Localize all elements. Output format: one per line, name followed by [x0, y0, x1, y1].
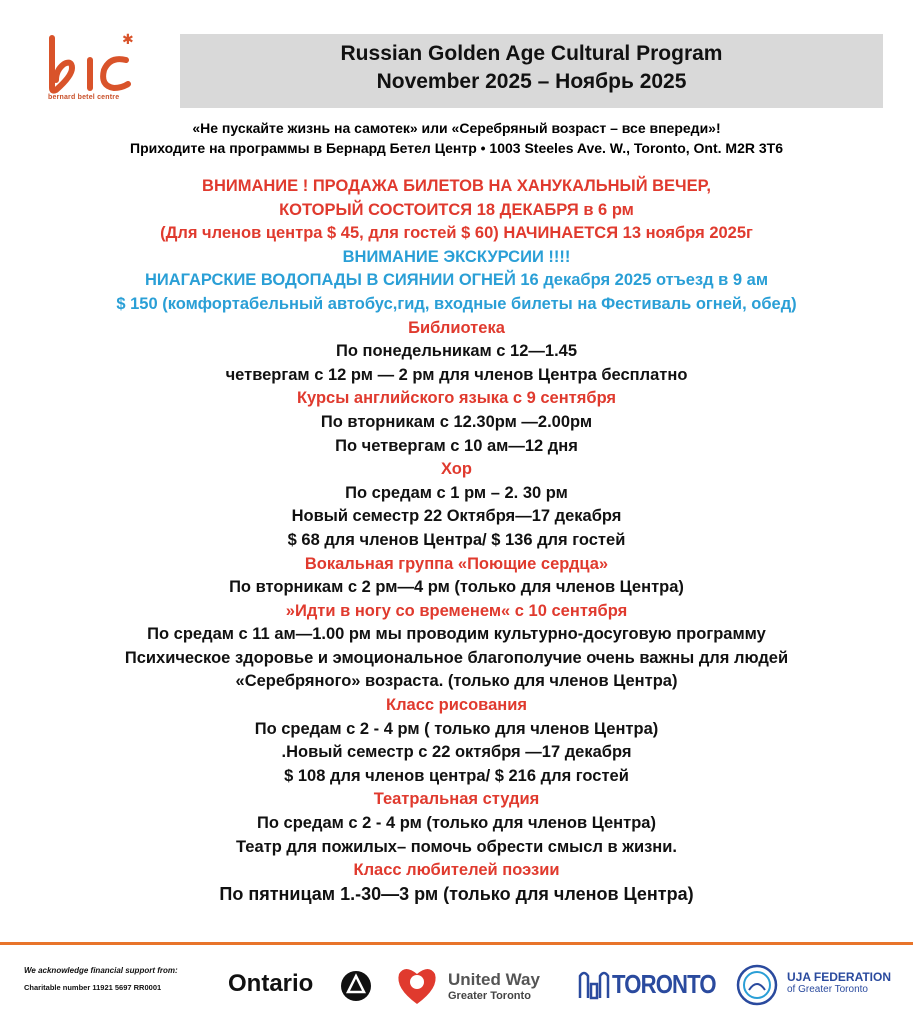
schedule-line: По четвергам с 10 ам—12 дня [335, 436, 578, 455]
tagline-address: Приходите на программы в Бернард Бетел Центр • 1003 Steeles Ave. W., Toronto, Ont. M2R 3T6 [130, 140, 783, 156]
schedule-line: .Новый семестр с 22 октября —17 декабря [281, 743, 632, 762]
schedule-line: По средам с 11 ам—1.00 рм мы проводим культурно-досуговую программу [147, 625, 766, 644]
schedule-line: По вторникам с 2 рм—4 рм (только для членов Центра) [229, 578, 684, 597]
section-heading: Библиотека [408, 318, 505, 337]
section-heading: Класс рисования [386, 696, 527, 715]
uja-region: of Greater Toronto [787, 984, 868, 995]
schedule-line: По пятницам 1.-30—3 рм (только для членов Центра) [219, 883, 694, 904]
uja-name: UJA FEDERATION [787, 970, 892, 984]
united-way-region: Greater Toronto [448, 990, 531, 1002]
ontario-logo-text: Ontario [228, 970, 314, 997]
section-heading: Театральная студия [373, 790, 540, 809]
united-way-icon [393, 962, 441, 1006]
schedule-line: По понедельникам с 12—1.45 [335, 342, 578, 361]
section-heading: КОТОРЫЙ СОСТОИТСЯ 18 ДЕКАБРЯ в 6 рм [279, 200, 634, 219]
title-banner [180, 34, 883, 108]
section-heading: Вокальная группа «Поющие сердца» [304, 554, 609, 573]
section-heading: (Для членов центра $ 45, для гостей $ 60) НАЧИНАЕТСЯ 13 ноября 2025г [160, 224, 753, 243]
schedule-line: По средам с 1 рм – 2. 30 рм [345, 483, 568, 502]
schedule-line: $ 68 для членов Центра/ $ 136 для гостей [287, 530, 626, 549]
program-date: November 2025 – Ноябрь 2025 [376, 70, 687, 93]
acknowledgement-text: We acknowledge financial support from: [24, 966, 178, 975]
section-heading: Хор [441, 460, 472, 479]
program-schedule [0, 175, 913, 906]
schedule-line: Психическое здоровье и эмоциональное благополучие очень важны для людей [124, 648, 789, 667]
section-heading: Класс любителей поэзии [353, 861, 560, 880]
trillium-icon [338, 970, 374, 1002]
schedule-line: По средам с 2 - 4 рм ( только для членов Центра) [254, 719, 659, 738]
section-heading: ВНИМАНИЕ ! ПРОДАЖА БИЛЕТОВ НА ХАНУКАЛЬНЫЙ ВЕЧЕР, [202, 177, 711, 195]
schedule-line: четвергам с 12 рм — 2 рм для членов Центра бесплатно [225, 365, 688, 384]
logo-caption: bernard betel centre [48, 94, 120, 101]
schedule-line: «Серебряного» возраста. (только для членов Центра) [235, 672, 678, 691]
schedule-line: Новый семестр 22 Октября—17 декабря [291, 507, 622, 526]
footer-divider [0, 942, 913, 945]
program-title: Russian Golden Age Cultural Program [340, 42, 723, 65]
section-heading: »Идти в ногу со временем« с 10 сентября [285, 601, 628, 620]
section-heading: Курсы английского языка с 9 сентября [296, 389, 617, 408]
section-heading: НИАГАРСКИЕ ВОДОПАДЫ В СИЯНИИ ОГНЕЙ 16 декабря 2025 отъезд в 9 ам [144, 271, 769, 290]
section-heading: $ 150 (комфортабельный автобус,гид, входные билеты на Фестиваль огней, обед) [116, 294, 797, 313]
svg-text:✱: ✱ [122, 32, 134, 48]
schedule-line: По средам с 2 - 4 рм (только для членов Центра) [257, 814, 656, 833]
united-way-name: United Way [448, 970, 540, 989]
uja-federation-icon [736, 964, 778, 1006]
toronto-logo-text: TORONTO [612, 969, 716, 999]
schedule-line: Театр для пожилых– помочь обрести смысл в жизни. [236, 837, 677, 856]
section-heading: ВНИМАНИЕ ЭКСКУРСИИ !!!! [342, 247, 571, 266]
schedule-line: По вторникам с 12.30рм —2.00рм [320, 412, 593, 431]
tagline-slogan: «Не пускайте жизнь на самотек» или «Серебряный возраст – все впереди»! [192, 120, 721, 136]
charitable-number: Charitable number 11921 5697 RR0001 [24, 983, 162, 992]
schedule-line: $ 108 для членов центра/ $ 216 для гостей [284, 766, 629, 785]
city-hall-icon [578, 966, 610, 1000]
